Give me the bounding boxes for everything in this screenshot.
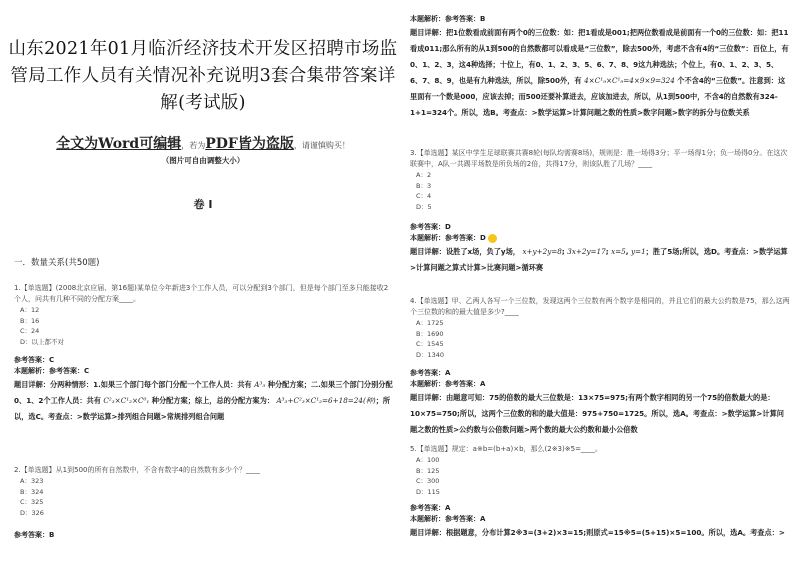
document-title: 山东2021年01月临沂经济技术开发区招聘市场监管局工作人员有关情况补充说明3套合集带答案详解(考试版) [8,39,398,113]
pdf-piracy-text: PDF皆为盗版 [205,136,294,152]
option: B：324 [20,487,44,496]
answer: 参考答案：B [14,531,55,539]
explanation-label: 本题解析：参考答案：D [410,233,790,244]
option: A：1725 [416,319,444,327]
explanation-label: 本题解析：参考答案：A [410,380,486,388]
explanation-label: 本题解析：参考答案：A [410,515,486,523]
question-3 [410,148,790,276]
question-text: 3.【单选题】某区中学生足球联赛共赛8轮(每队均需赛8场)，规则是：胜一场得3分；平一场得1分；负一场得0分。在这次联赛中，A队一共踢平场数是所负场的2倍，共得17分，则该队胜了几场？____ [410,149,788,168]
option: D：1340 [416,350,445,359]
option: D：326 [20,508,44,517]
explanation: 题目详解：根据题意，分布计算2※3=(3+2)×3=15;则原式=15※5=(5+15)×5=100。所以，选A。考查点：> [410,528,785,537]
option: C：24 [20,327,40,335]
option: D：115 [416,487,440,496]
option: D：以上都不对 [20,337,65,346]
right-page [404,0,794,565]
explanation: 题目详解：由题意可知：75的倍数的最大三位数是：13×75=975;有两个数字相同的另一个75的倍数最大的是：10×75=750;所以，这两个三位数的和的最大值是：975+750=1725。所以，选A。考查点：>数学运算>计算问题之数的性质>公约数与公倍数问题>两个数的最大公约数和最小公倍数 [410,393,784,434]
question-4 [410,296,790,438]
question-text: 2.【单选题】从1到500的所有自然数中，不含有数字4的自然数有多少个？____ [14,466,260,474]
question-1 [14,283,394,425]
volume-heading: 卷 I [193,198,213,211]
option: C：4 [416,192,432,200]
explanation: 题目详解：把1位数看成前面有两个0的三位数：如：把1看成是001;把两位数看成是前面有一个0的三位数：如：把11看成011;那么所有的从1到500的自然数都可以看成是“三位数”，除去500外，考虑不含有4的“三位数”：百位上，有0、1、2、3，这4种选择；十位上，有0、1、2、3、5、6、7、8、9这九种选法；个位上，有0、1、2、3、5、6、7、8、9，也是有九种选法，所以，除500外，有 4×C¹₉×C¹₉=4×9×9=324 个不含4的“三位数”。注意到：这里面有一个数是000，应该去掉；而500还要补算进去，应该加进去，所以，从1到500中，不含4的自然数有324-1+1=324个。所以，选B。考查点：>数学运算>计算问题之数的性质>数字问题>数字的拆分与位数关系 [410,28,789,117]
subtitle-line: 全文为Word可编辑，若为PDF皆为盗版，请谨慎购买！ [56,136,350,152]
explanation-label: 本题解析：参考答案：C [14,367,90,375]
option: B：125 [416,466,440,475]
answer: 参考答案：A [410,504,451,512]
image-note: （图片可自由调整大小） [161,156,245,165]
answer: 参考答案：A [410,369,451,377]
option: C：1545 [416,340,444,348]
option: A：2 [416,171,432,179]
option: B：16 [20,316,40,325]
question-text: 5.【单选题】规定：a※b=(b+a)×b，那么(2※3)※5=____。 [410,445,602,453]
option: C：300 [416,477,440,485]
option: B：3 [416,181,432,190]
option: A：100 [416,456,440,464]
option: B：1690 [416,329,444,338]
section-heading: 一．数量关系(共50题) [14,258,100,268]
answer: 参考答案：C [14,356,55,364]
explanation: 题目详解：分两种情形：1.如果三个部门每个部门分配一个工作人员：共有 A³₃ 种分配方案；二.如果三个部门分别分配0、1、2个工作人员：共有 C²₃×C¹₂×C⁰₁ 种分配方案；综上，总的分配方案为： A³₃+C²₃×C¹₂=6+18=24(种)；所以，选C。考查点：>数学运算>排列组合问题>常规排列组合问题 [14,380,393,421]
question-5 [410,444,790,541]
word-editable-text: 全文为Word可编辑 [56,136,182,152]
answer: 参考答案：D [410,223,451,231]
smile-icon [488,234,497,243]
explanation-label: 本题解析：参考答案：B [410,15,486,23]
option: A：12 [20,306,40,314]
question-text: 4.【单选题】甲、乙两人各写一个三位数，发现这两个三位数有两个数字是相同的，并且它们的最大公约数是75，那么这两个三位数的和的最大值是多少?____ [410,297,790,316]
question-2 [14,465,394,541]
option: C：325 [20,498,44,506]
question-text: 1.【单选题】(2008北京应届、第16题)某单位今年新进3个工作人员，可以分配到3个部门，但是每个部门至多只能接收2个人，问共有几种不同的分配方案____。 [14,284,389,303]
option: D：5 [416,202,432,211]
question-2-explanation [410,14,790,121]
left-page [8,0,398,565]
option: A：323 [20,477,44,485]
explanation: 题目详解：设胜了x场，负了y场， x+y+2y=8; 3x+2y=17; x=5, y=1；胜了5场;所以，选D。考查点：>数学运算>计算问题之算式计算>比赛问题>循环赛 [410,247,788,272]
